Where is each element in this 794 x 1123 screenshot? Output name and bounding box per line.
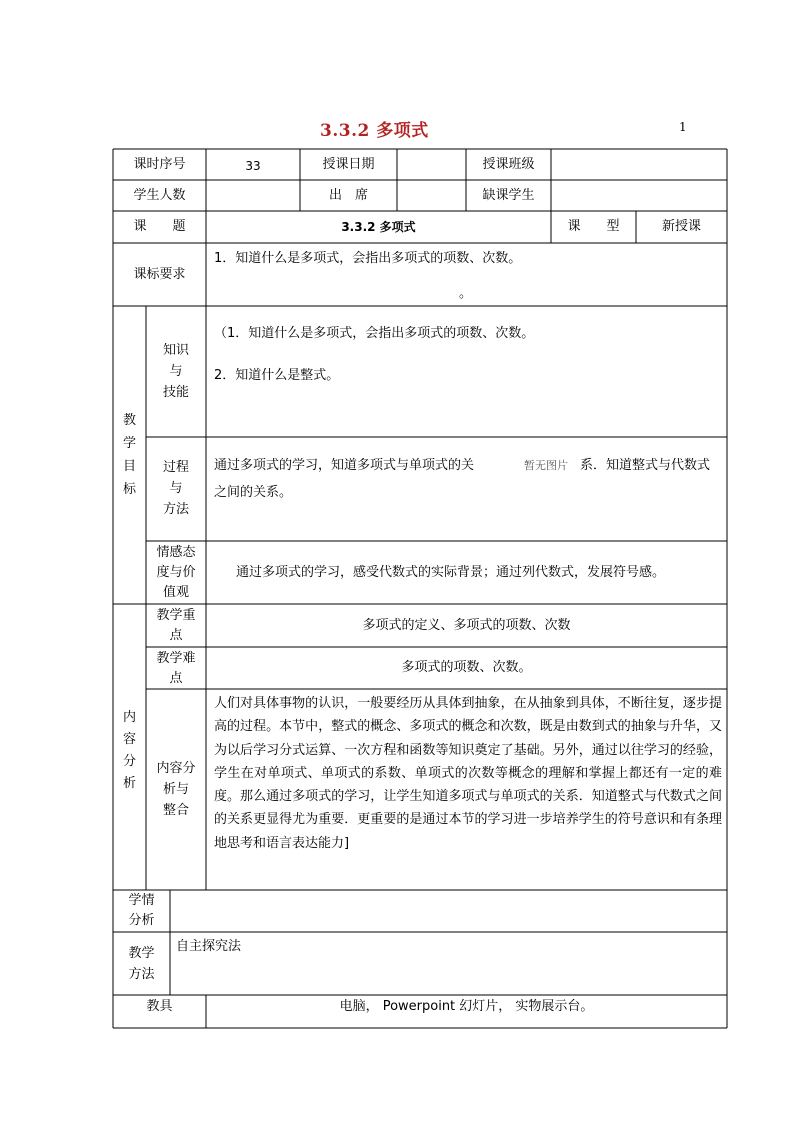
- integration-text: 人们对具体事物的认识，一般要经历从具体到抽象，在从抽象到具体，不断往复，逐步提高的过程。本节中，整式的概念、多项式的概念和次数，既是由数到式的抽象与升华，又为以后学习分式运算、一次方程和函数等知识奠定了基础。另外，通过以往学习的经验，学生在对单项式、单项式的系数、单项式的次数等概念的理解和掌握上都还有一定的难度。那么通过多项式的学习，让学生知道多项式与单项式的关系．知道整式与代数式之间的关系更显得尤为重要．更重要的是通过本节的学习进一步培养学生的符号意识和有条理地思考和语言表达能力]: [214, 696, 722, 851]
- standard-label: 课标要求: [133, 267, 186, 282]
- date-label: 授课日期: [322, 157, 375, 172]
- tools-label: 教具: [146, 999, 173, 1014]
- lesson-number-label: 课时序号: [133, 157, 186, 172]
- goals-label-char-4: 标: [122, 482, 136, 497]
- standard-line-1: 1．知道什么是多项式，会指出多项式的项数、次数。: [214, 251, 522, 266]
- knowledge-line-1: （1．知道什么是多项式，会指出多项式的项数、次数。: [214, 326, 535, 341]
- knowledge-label-2: 与: [169, 364, 183, 379]
- goals-label-char-1: 教: [122, 413, 136, 428]
- emotion-label-1: 情感态: [156, 545, 196, 560]
- attendance-label: 出 席: [328, 188, 368, 203]
- process-line-1a: 通过多项式的学习，知道多项式与单项式的关: [214, 458, 475, 473]
- content-label-char-4: 析: [122, 776, 136, 791]
- focus-label-1: 教学重: [156, 608, 196, 623]
- type-value: 新授课: [661, 219, 701, 234]
- lesson-number-value: 33: [245, 159, 261, 173]
- topic-value: 3.3.2 多项式: [341, 220, 416, 234]
- process-label-1: 过程: [162, 460, 189, 475]
- difficulty-label-2: 点: [169, 671, 183, 686]
- absent-label: 缺课学生: [482, 188, 535, 203]
- emotion-label-3: 值观: [162, 585, 189, 600]
- emotion-label-2: 度与价: [156, 565, 196, 580]
- class-label: 授课班级: [482, 157, 535, 172]
- process-line-1b: 系．知道整式与代数式: [580, 458, 711, 473]
- students-label: 学生人数: [133, 188, 186, 203]
- difficulty-text: 多项式的项数、次数。: [401, 660, 532, 675]
- process-label-2: 与: [169, 481, 183, 496]
- knowledge-label-3: 技能: [162, 385, 189, 400]
- page-number: 1: [679, 120, 687, 134]
- image-placeholder: 暂无图片: [524, 459, 568, 472]
- standard-line-2: 。: [459, 286, 473, 301]
- process-label-3: 方法: [162, 502, 189, 517]
- type-label: 课 型: [567, 219, 620, 234]
- integration-label-1: 内容分: [156, 761, 196, 776]
- method-label-2: 方法: [128, 967, 155, 982]
- difficulty-label-1: 教学难: [156, 651, 196, 666]
- method-label-1: 教学: [128, 946, 155, 961]
- focus-text: 多项式的定义、多项式的项数、次数: [362, 618, 571, 633]
- process-line-2: 之间的关系。: [214, 485, 293, 500]
- document-title: 3.3.2 多项式: [320, 121, 429, 141]
- focus-label-2: 点: [169, 628, 183, 643]
- tools-value: 电脑， Powerpoint 幻灯片， 实物展示台。: [339, 999, 594, 1014]
- knowledge-label-1: 知识: [162, 343, 189, 358]
- topic-label: 课 题: [133, 219, 186, 234]
- knowledge-line-2: 2．知道什么是整式。: [214, 368, 340, 383]
- content-label-char-1: 内: [122, 710, 136, 725]
- student-analysis-label-2: 分析: [128, 913, 155, 928]
- student-analysis-label-1: 学情: [128, 893, 155, 908]
- goals-label-char-2: 学: [122, 436, 136, 451]
- method-value: 自主探究法: [176, 939, 242, 954]
- content-label-char-3: 分: [122, 754, 136, 769]
- integration-label-3: 整合: [162, 803, 189, 818]
- content-label-char-2: 容: [122, 732, 136, 747]
- emotion-text: 通过多项式的学习，感受代数式的实际背景；通过列代数式，发展符号感。: [236, 565, 666, 580]
- integration-label-2: 析与: [162, 782, 189, 797]
- goals-label-char-3: 目: [122, 459, 136, 474]
